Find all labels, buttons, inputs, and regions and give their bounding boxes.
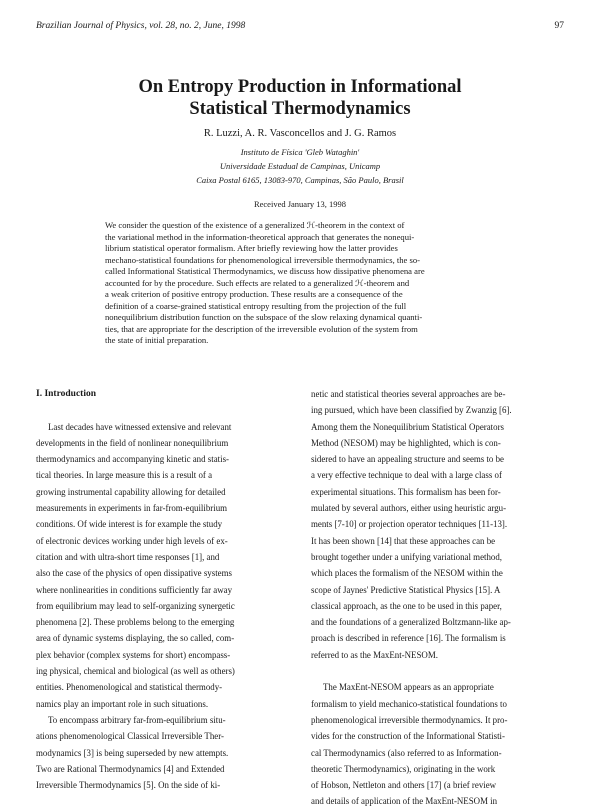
- body-line: phenomena [2]. These problems belong to the emerging: [36, 617, 235, 628]
- paper-title: [0, 76, 600, 120]
- body-line: thermodynamics and accompanying kinetic and statis-: [36, 454, 229, 465]
- received-date: Received January 13, 1998: [253, 199, 347, 209]
- body-line: cal Thermodynamics (also referred to as Information-: [311, 747, 502, 758]
- body-line: growing instrumental capability allowing for detailed: [36, 486, 226, 497]
- body-line: ations phenomenological Classical Irreversible Ther-: [36, 731, 224, 742]
- affiliation-address: Caixa Postal 6165, 13083-970, Campinas, São Paulo, Brasil: [196, 175, 404, 185]
- body-line: and the foundations of a generalized Boltzmann-like ap-: [311, 617, 511, 628]
- body-line: namics play an important role in such situations.: [36, 698, 209, 709]
- body-line: conditions. Of wide interest is for example the study: [36, 519, 223, 530]
- body-line: Last decades have witnessed extensive and relevant: [48, 421, 232, 432]
- body-line: The MaxEnt-NESOM appears as an appropriate: [323, 682, 494, 693]
- blank-line: [311, 663, 566, 679]
- body-line: ing pursued, which have been classified by Zwanzig [6].: [311, 405, 512, 416]
- body-line: ing physical, chemical and biological (as well as others): [36, 666, 235, 677]
- body-line: of electronic devices working under high levels of ex-: [36, 535, 228, 546]
- body-line: developments in the field of nonlinear nonequilibrium: [36, 437, 229, 448]
- body-line: entities. Phenomenological and statistical thermody-: [36, 682, 223, 693]
- body-line: theoretic Thermodynamics), originating in the work: [311, 763, 496, 774]
- body-line: where nonlinearities in conditions sufficiently far away: [36, 584, 233, 595]
- body-line: ments [7-10] or projection operator techniques [11-13].: [311, 519, 508, 530]
- abstract-line: the state of initial preparation.: [105, 335, 209, 345]
- body-line: To encompass arbitrary far-from-equilibrium situ-: [48, 714, 226, 725]
- body-line: plex behavior (complex systems for short) encompass-: [36, 649, 231, 660]
- body-line: Among them the Nonequilibrium Statistical Operators: [311, 421, 504, 432]
- running-head: [36, 21, 564, 35]
- author-list: R. Luzzi, A. R. Vasconcellos and J. G. Ramos: [203, 128, 397, 139]
- body-line: formalism to yield mechanico-statistical foundations to: [311, 698, 507, 709]
- body-line: from equilibrium may lead to self-organizing synergetic: [36, 600, 235, 611]
- abstract-line: definition of a coarse-grained statistical entropy resulting from the projection of the full: [105, 300, 407, 311]
- body-line: modynamics [3] is being superseded by new attempts.: [36, 747, 229, 758]
- abstract-line: a weak criterion of positive entropy production. These results are a consequence of the: [105, 289, 403, 299]
- abstract-line: We consider the question of the existence of a generalized ℋ-theorem in the context of: [105, 220, 405, 230]
- body-line: tical theories. In large measure this is a result of a: [36, 470, 213, 481]
- page-number: 97: [554, 21, 564, 31]
- body-line: Irreversible Thermodynamics [5]. On the side of ki-: [36, 780, 221, 791]
- body-line: Method (NESOM) may be highlighted, which is con-: [311, 437, 501, 448]
- blank-line: [36, 402, 291, 418]
- body-line: referred to as the MaxEnt-NESOM.: [311, 649, 438, 660]
- abstract: [105, 220, 497, 347]
- title-line: On Entropy Production in Informational: [138, 77, 462, 97]
- abstract-line: librium statistical operator formalism. After briefly reviewing how the latter provides: [105, 243, 398, 253]
- body-line: netic and statistical theories several approaches are be-: [311, 389, 506, 399]
- body-line: and details of application of the MaxEnt-NESOM in: [311, 796, 498, 807]
- body-line: brought together under a unifying variational method,: [311, 551, 503, 562]
- abstract-line: the variational method in the information-theoretical approach that generates the nonequi-: [105, 231, 415, 242]
- body-line: also the case of the physics of open dissipative systems: [36, 568, 232, 579]
- body-line: phenomenological irreversible thermodynamics. It pro-: [311, 714, 508, 725]
- body-line: mulated by several authors, either using heuristic argu-: [311, 503, 507, 514]
- body-line: proach is described in reference [16]. The formalism is: [311, 633, 506, 644]
- body-line: It has been shown [14] that these approaches can be: [311, 535, 496, 546]
- abstract-line: ties, that are appropriate for the description of the irreversible evolution of the system from: [105, 323, 418, 334]
- title-line: Statistical Thermodynamics: [189, 99, 411, 119]
- journal-citation: Brazilian Journal of Physics, vol. 28, no. 2, June, 1998: [36, 21, 246, 31]
- body-line: experimental situations. This formalism has been for-: [311, 486, 501, 497]
- body-line: Two are Rational Thermodynamics [4] and Extended: [36, 763, 225, 774]
- body-line: area of dynamic systems displaying, the so called, com-: [36, 633, 235, 644]
- body-line: which places the formalism of the NESOM within the: [311, 568, 503, 579]
- body-line: sidered to have an appealing structure and seems to be: [311, 454, 504, 465]
- section-heading: I. Introduction: [36, 389, 97, 399]
- body-line: classical approach, as the one to be used in this paper,: [311, 600, 502, 611]
- abstract-line: accounted for by the procedure. Such effects are related to a generalized ℋ-theorem and: [105, 277, 410, 288]
- abstract-line: mechano-statistical foundations for phenomenological irreversible thermodynamics, the so-: [105, 254, 421, 265]
- body-line: measurements in experiments in far-from-equilibrium: [36, 503, 228, 514]
- body-line: a very effective technique to deal with a large class of: [311, 470, 502, 481]
- body-line: citation and with ultra-short time responses [1], and: [36, 551, 220, 562]
- abstract-line: called Informational Statistical Thermodynamics, we discuss how dissipative phenomena are: [105, 266, 425, 276]
- left-column: [36, 386, 291, 793]
- body-line: vides for the construction of the Informational Statisti-: [311, 731, 505, 742]
- affiliation-university: Universidade Estadual de Campinas, Unicamp: [219, 161, 381, 171]
- right-column: [311, 386, 566, 810]
- abstract-line: nonequilibrium distribution function on the subspace of the slow relaxing dynamical quanti-: [105, 312, 423, 322]
- body-line: of Hobson, Nettleton and others [17] (a brief review: [311, 780, 497, 791]
- affiliation-institute: Instituto de Física 'Gleb Wataghin': [240, 147, 360, 157]
- body-line: scope of Jaynes' Predictive Statistical Physics [15]. A: [311, 584, 501, 595]
